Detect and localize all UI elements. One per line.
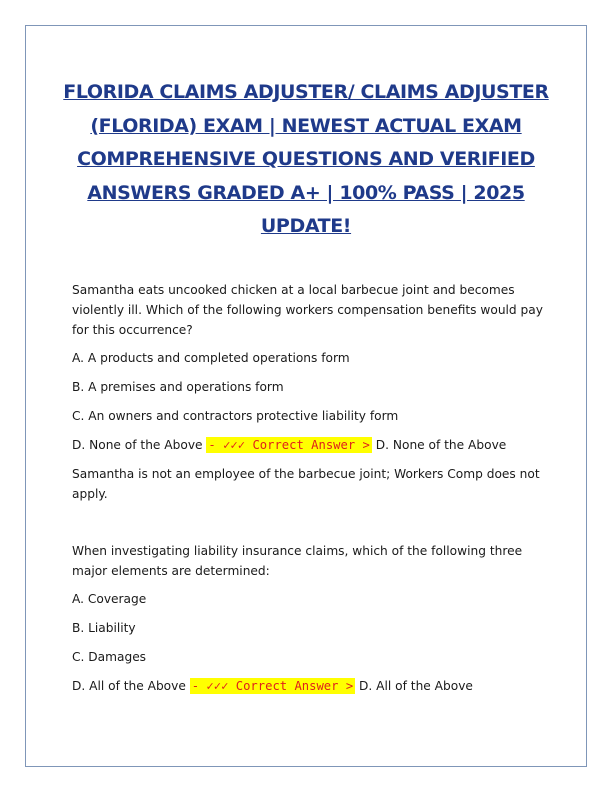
option-c: C. An owners and contractors protective liability form bbox=[72, 409, 399, 423]
question-block-1 bbox=[72, 280, 552, 504]
option-d-with-answer bbox=[72, 676, 552, 696]
correct-answer: D. All of the Above bbox=[359, 679, 473, 693]
option-b: B. Liability bbox=[72, 621, 136, 635]
option-d: D. None of the Above bbox=[72, 438, 203, 452]
question-block-2 bbox=[72, 541, 552, 696]
option-d: D. All of the Above bbox=[72, 679, 186, 693]
option-a: A. Coverage bbox=[72, 592, 147, 606]
spacer bbox=[72, 504, 552, 541]
answer-explanation: Samantha is not an employee of the barbecue joint; Workers Comp does not apply. bbox=[72, 467, 540, 501]
option-a: A. A products and completed operations form bbox=[72, 351, 350, 365]
document-title: FLORIDA CLAIMS ADJUSTER/ CLAIMS ADJUSTER (FLORIDA) EXAM | NEWEST ACTUAL EXAM COMPREHENSIVE QUESTIONS AND VERIFIED ANSWERS GRADED A+ | 100% PASS | 2025 UPDATE! bbox=[63, 81, 549, 237]
option-d-with-answer bbox=[72, 435, 552, 455]
option-c: C. Damages bbox=[72, 650, 147, 664]
option-b: B. A premises and operations form bbox=[72, 380, 284, 394]
correct-answer-tag: - ✓✓✓ Correct Answer > bbox=[191, 679, 354, 693]
question-text: When investigating liability insurance claims, which of the following three major elements are determined: bbox=[72, 544, 523, 578]
correct-answer-tag: - ✓✓✓ Correct Answer > bbox=[208, 438, 370, 452]
correct-answer: D. None of the Above bbox=[375, 438, 507, 452]
question-text: Samantha eats uncooked chicken at a local barbecue joint and becomes violently ill. Which of the following workers compensation benefits would pay for this occurrence? bbox=[72, 283, 543, 337]
document-body bbox=[72, 280, 552, 705]
